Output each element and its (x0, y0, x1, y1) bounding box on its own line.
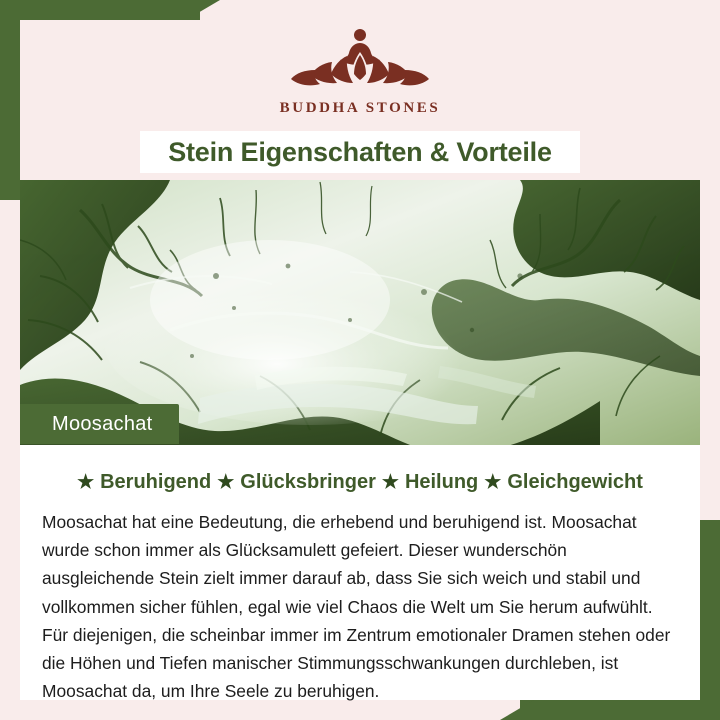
hero-caption-tab (20, 404, 179, 444)
title-bar (140, 131, 580, 173)
description-text: Moosachat hat eine Bedeutung, die erhebend und beruhigend ist. Moosachat wurde schon immer als Glücksamulett gefeiert. Dieser wunderschön ausgleichende Stein zielt immer darauf ab, dass Sie sich weich und stabil und vollkommen sicher fühlen, egal wie viel Chaos die Welt um Sie herum aufwühlt. Für diejenigen, die scheinbar immer im Zentrum emotionaler Dramen stehen oder die Höhen und Tiefen manischer Stimmungsschwankungen durchleben, ist Moosachat da, um Ihre Seele zu beruhigen. (42, 512, 671, 702)
star-icon: ★ (381, 472, 399, 493)
benefit-item-2: Glücksbringer (240, 471, 376, 493)
star-icon: ★ (217, 472, 235, 493)
benefit-item-3: Heilung (404, 471, 479, 493)
frame-accent-top-left-diagonal (186, 0, 220, 20)
benefits-list (42, 471, 678, 494)
stone-name: Moosachat (52, 412, 153, 435)
brand-name: BUDDHA STONES (279, 100, 441, 116)
content-panel (20, 445, 700, 700)
brand-logo (0, 22, 720, 117)
lotus-buddha-icon (275, 22, 445, 94)
benefit-item-1: Beruhigend (100, 471, 212, 493)
frame-accent-right (700, 520, 720, 720)
star-icon: ★ (484, 472, 502, 493)
benefit-item-4: Gleichgewicht (507, 471, 643, 493)
frame-accent-top-left (0, 0, 200, 20)
page-title: Stein Eigenschaften & Vorteile (168, 136, 552, 167)
star-icon: ★ (77, 472, 95, 493)
